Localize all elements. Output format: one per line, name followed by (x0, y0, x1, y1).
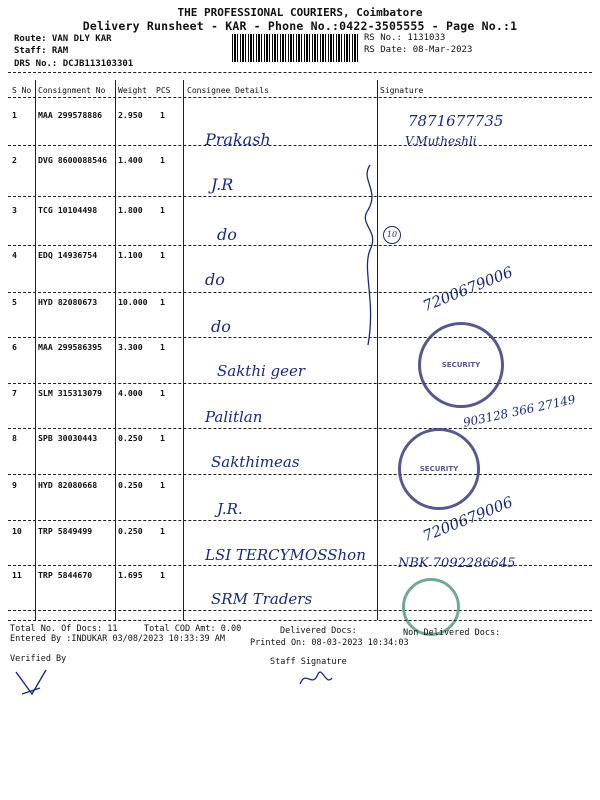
barcode (232, 34, 358, 62)
footer-divider (8, 620, 592, 621)
runsheet-subtitle: Delivery Runsheet - KAR - Phone No.:0422-3505555 - Page No.:1 (82, 19, 518, 33)
row-divider (8, 245, 592, 246)
row-consignment: HYD 82080668 (38, 480, 98, 490)
row-sno: 6 (12, 342, 17, 352)
row-consignee-handwriting: do (211, 317, 231, 336)
col-pcs: PCS (156, 86, 171, 95)
row-consignment: TCG 10104498 (38, 205, 98, 215)
row-weight: 2.950 (118, 110, 143, 120)
printed-on: Printed On: 08-03-2023 10:34:03 (250, 638, 409, 648)
row-signature-handwriting: V.Mutheshli (405, 134, 477, 148)
row-consignment: SPB 30030443 (38, 433, 98, 443)
row-signature-handwriting: 7200679006 (420, 492, 516, 546)
row-sno: 1 (12, 110, 17, 120)
header-divider (8, 72, 592, 73)
row-divider (8, 474, 592, 475)
rs-date: RS Date: 08-Mar-2023 (364, 45, 473, 55)
row-sno: 2 (12, 155, 17, 165)
company-stamp: SECURITY (418, 322, 504, 408)
row-divider (8, 610, 592, 611)
row-weight: 1.400 (118, 155, 143, 165)
row-pcs: 1 (160, 570, 165, 580)
row-weight: 0.250 (118, 526, 143, 536)
row-consignee-handwriting: Prakash (205, 130, 271, 149)
row-signature-handwriting: 7200679006 (420, 262, 516, 316)
column-header-divider (8, 97, 592, 98)
row-sno: 9 (12, 480, 17, 490)
row-divider (8, 383, 592, 384)
row-sno: 7 (12, 388, 17, 398)
row-divider (8, 337, 592, 338)
col-consignee: Consignee Details (187, 86, 269, 95)
row-sno: 8 (12, 433, 17, 443)
row-weight: 0.250 (118, 433, 143, 443)
verified-by: Verified By (10, 654, 67, 664)
company-title: THE PROFESSIONAL COURIERS, Coimbatore (177, 6, 423, 19)
row-consignee-handwriting: LSI TERCYMOSShon (205, 546, 366, 564)
row-consignment: DVG 8600088546 (38, 155, 108, 165)
row-weight: 3.300 (118, 342, 143, 352)
row-weight: 0.250 (118, 480, 143, 490)
row-consignee-handwriting: J.R. (217, 500, 243, 518)
verifier-signature (12, 664, 52, 704)
row-divider (8, 145, 592, 146)
row-weight: 1.800 (118, 205, 143, 215)
row-weight: 4.000 (118, 388, 143, 398)
row-signature-handwriting: 7871677735 (408, 112, 504, 130)
row-sno: 10 (12, 526, 22, 536)
row-consignment: TRP 5844670 (38, 570, 93, 580)
col-divider (35, 80, 36, 620)
row-consignment: MAA 299586395 (38, 342, 103, 352)
entered-by: Entered By :INDUKAR 03/08/2023 10:33:39 AM (10, 634, 225, 644)
row-sno: 5 (12, 297, 17, 307)
row-consignee-handwriting: Sakthimeas (211, 453, 300, 471)
rs-number: RS No.: 1131033 (364, 33, 446, 43)
staff-signature-label: Staff Signature (270, 657, 347, 667)
row-sno: 3 (12, 205, 17, 215)
col-sno: S No (12, 86, 32, 95)
route-label: Route: VAN DLY KAR (14, 34, 112, 44)
row-consignee-handwriting: do (205, 270, 225, 289)
row-divider (8, 565, 592, 566)
row-pcs: 1 (160, 155, 165, 165)
row-sno: 11 (12, 570, 22, 580)
col-signature: Signature (380, 86, 424, 95)
row-pcs: 1 (160, 110, 165, 120)
total-docs: Total No. Of Docs: 11 (10, 624, 118, 634)
col-divider (183, 80, 184, 620)
staff-signature (296, 664, 336, 694)
row-pcs: 1 (160, 526, 165, 536)
row-signature-handwriting: NBK 7092286645 (398, 556, 516, 571)
row-pcs: 1 (160, 480, 165, 490)
row-pcs: 1 (160, 205, 165, 215)
row-consignment: TRP 5849499 (38, 526, 93, 536)
row-sno: 4 (12, 250, 17, 260)
row-consignment: SLM 315313079 (38, 388, 103, 398)
row-consignee-handwriting: Palitlan (205, 408, 263, 426)
row-weight: 10.000 (118, 297, 148, 307)
row-consignee-handwriting: J.R (211, 175, 234, 194)
bracket-scribble (340, 160, 390, 350)
row-consignee-handwriting: Sakthi geer (217, 362, 306, 380)
row-pcs: 1 (160, 250, 165, 260)
non-delivered-docs: Non Delivered Docs: (403, 628, 501, 638)
row-pcs: 1 (160, 297, 165, 307)
row-pcs: 1 (160, 433, 165, 443)
row-divider (8, 196, 592, 197)
handwritten-phone: 903128 366 27149 (461, 392, 577, 430)
col-consignment: Consignment No (38, 86, 106, 95)
row-divider (8, 520, 592, 521)
row-pcs: 1 (160, 388, 165, 398)
row-divider (8, 428, 592, 429)
row-divider (8, 292, 592, 293)
row-consignee-handwriting: do (217, 225, 237, 244)
row-pcs: 1 (160, 342, 165, 352)
staff-label: Staff: RAM (14, 46, 69, 56)
col-divider (115, 80, 116, 620)
drs-number: DRS No.: DCJB113103301 (14, 59, 134, 69)
row-weight: 1.695 (118, 570, 143, 580)
row-consignment: HYD 82080673 (38, 297, 98, 307)
row-weight: 1.100 (118, 250, 143, 260)
row-consignee-handwriting: SRM Traders (211, 590, 313, 608)
company-stamp: SECURITY (398, 428, 480, 510)
circled-note: 10 (383, 226, 401, 244)
row-consignment: EDQ 14936754 (38, 250, 98, 260)
row-consignment: MAA 299578886 (38, 110, 103, 120)
total-cod: Total COD Amt: 0.00 (144, 624, 242, 634)
delivered-docs: Delivered Docs: (280, 626, 357, 636)
col-weight: Weight (118, 86, 147, 95)
